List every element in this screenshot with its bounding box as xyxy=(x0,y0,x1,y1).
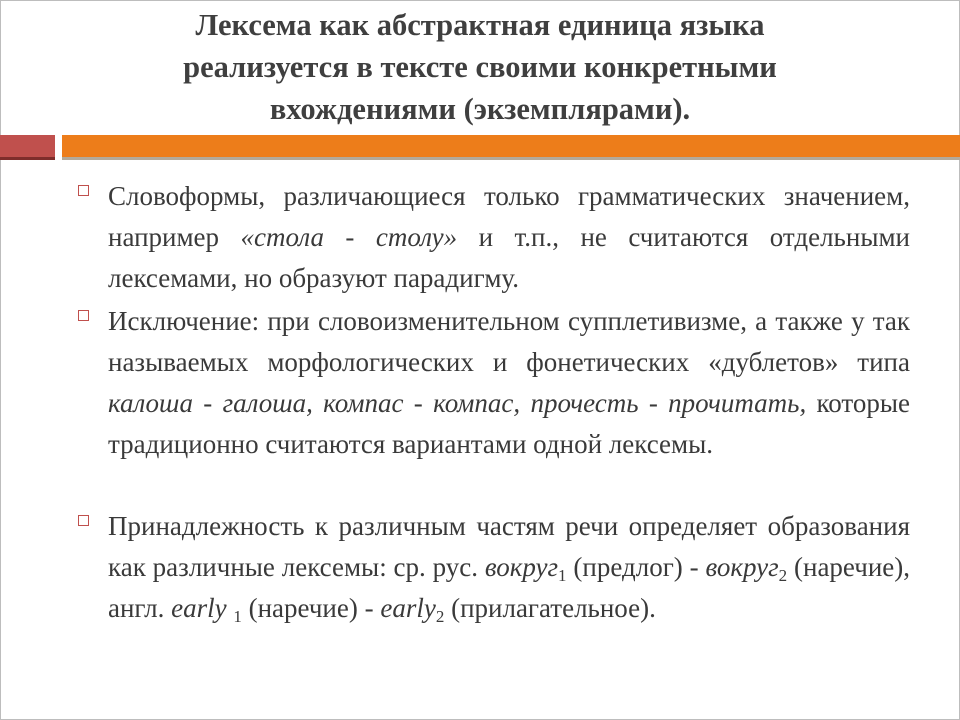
subscript-1: 1 xyxy=(558,566,567,585)
accent-underline-grey xyxy=(62,157,960,160)
accent-bar-orange xyxy=(62,135,960,157)
bullet-item-1 xyxy=(108,176,910,299)
bullet-3-text: Принадлежность к различным частям речи определяет образования как различные лексемы: ср. рус. xyxy=(108,511,910,582)
subscript-4: 2 xyxy=(435,607,445,626)
example-vokrug-1: вокруг xyxy=(484,552,559,582)
title-line-1: Лексема как абстрактная единица языка xyxy=(195,8,765,42)
bullet-3-text-2: (предлог) - xyxy=(566,552,706,582)
subscript-2: 2 xyxy=(778,566,788,585)
bullet-item-2 xyxy=(108,301,910,465)
example-vokrug-2: вокруг xyxy=(705,552,779,582)
bullet-1-text-end: и т.п., не считаются отдельными лексемами, но образуют парадигму. xyxy=(108,222,910,293)
slide-title xyxy=(30,4,930,130)
title-line-3: вхождениями (экземплярами). xyxy=(269,92,691,126)
hollow-square-icon xyxy=(78,185,89,196)
bullet-2-examples: калоша - галоша, компас - компас, прочесть - прочитать, xyxy=(108,388,807,418)
bullet-1-example: «стола - столу» xyxy=(240,222,458,252)
title-line-2: реализуется в тексте своими конкретными xyxy=(183,50,777,84)
subscript-3: 1 xyxy=(233,607,242,626)
example-early-1: early xyxy=(171,593,227,623)
bullet-item-3 xyxy=(108,506,910,629)
bullet-1-text: Словоформы, различающиеся только грамматических значением, например xyxy=(108,181,910,252)
hollow-square-icon xyxy=(78,515,89,526)
example-early-2: early xyxy=(380,593,436,623)
bullet-3-text-3: (наречие), англ. xyxy=(108,552,910,623)
accent-underline-dark xyxy=(0,157,55,160)
bullet-3-text-5: (прилагательное). xyxy=(444,593,656,623)
accent-bar-red xyxy=(0,135,55,157)
bullet-2-text: Исключение: при словоизменительном супплетивизме, а также у так называемых морфологических и фонетических «дублетов» типа xyxy=(108,306,910,377)
bullet-3-text-4: (наречие) - xyxy=(241,593,381,623)
bullet-2-text-end: которые традиционно считаются вариантами одной лексемы. xyxy=(108,388,910,459)
hollow-square-icon xyxy=(78,310,89,321)
